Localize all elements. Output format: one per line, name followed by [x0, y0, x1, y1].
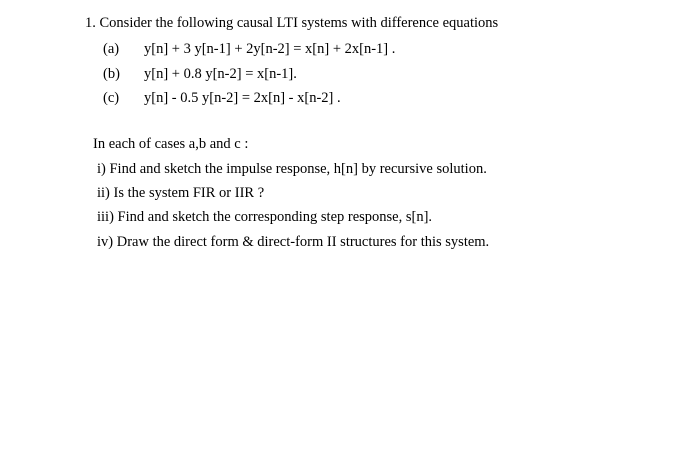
cases-intro: In each of cases a,b and c : — [93, 136, 249, 152]
system-b — [103, 66, 297, 83]
task-fir-or-iir: ii) Is the system FIR or IIR ? — [97, 185, 265, 201]
system-a-equation: y[n] + 3 y[n-1] + 2y[n-2] = x[n] + 2x[n-1] . — [144, 41, 396, 57]
system-a-label: (a) — [103, 41, 120, 57]
task-direct-form-structures: iv) Draw the direct form & direct-form II structures for this system. — [97, 234, 490, 250]
system-b-label: (b) — [103, 66, 120, 82]
question-title: 1. Consider the following causal LTI systems with difference equations — [85, 15, 499, 31]
task-step-response: iii) Find and sketch the corresponding step response, s[n]. — [97, 209, 433, 225]
system-b-equation: y[n] + 0.8 y[n-2] = x[n-1]. — [144, 66, 297, 82]
system-c-label: (c) — [103, 90, 120, 106]
system-c — [103, 90, 341, 107]
task-impulse-response: i) Find and sketch the impulse response, h[n] by recursive solution. — [97, 161, 487, 177]
system-a — [103, 41, 395, 58]
system-c-equation: y[n] - 0.5 y[n-2] = 2x[n] - x[n-2] . — [144, 90, 341, 106]
